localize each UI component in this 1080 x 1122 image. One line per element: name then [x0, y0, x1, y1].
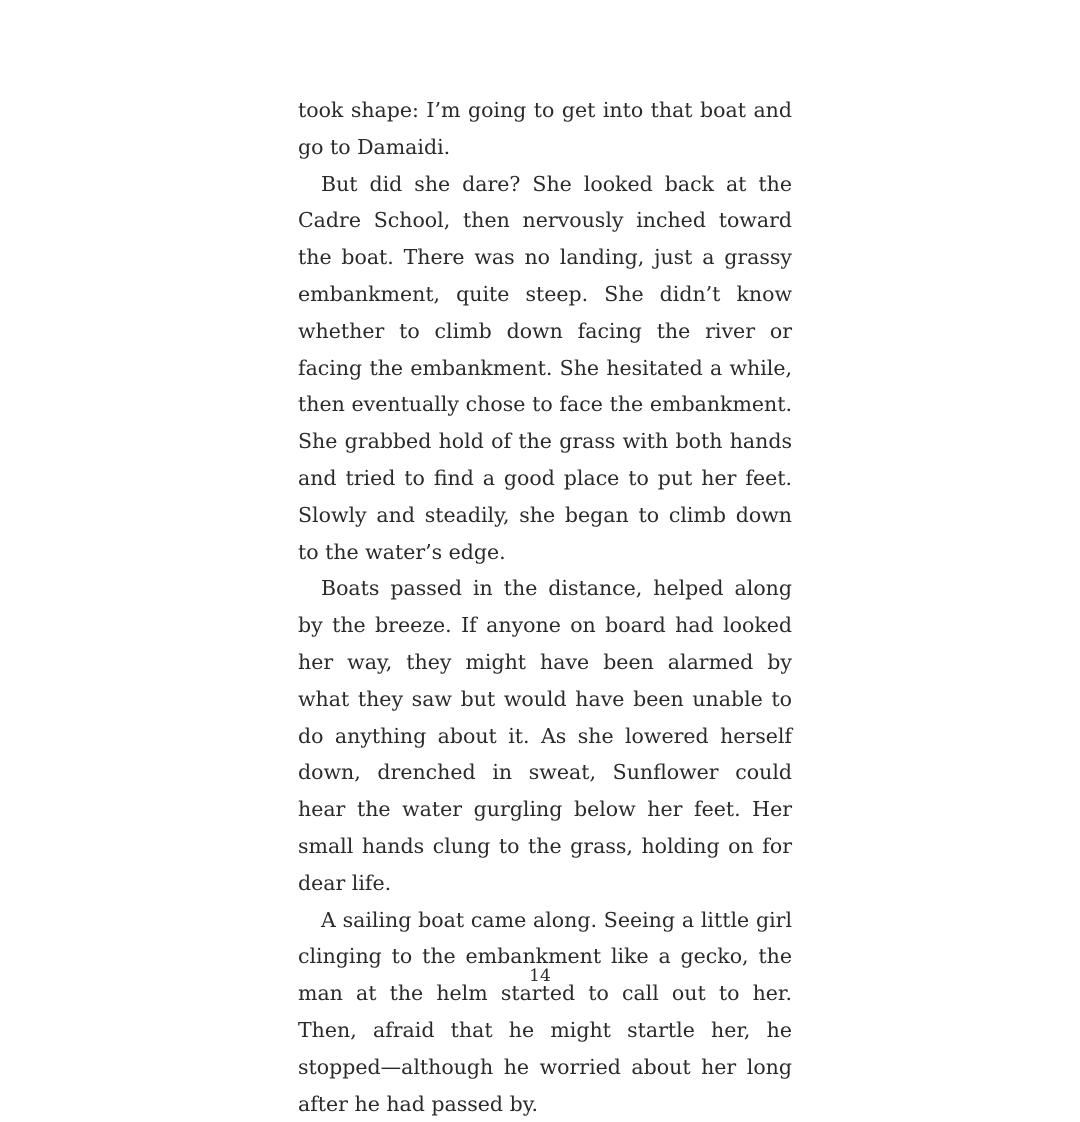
paragraph-1: took shape: I’m going to get into that boat and go to Damaidi. [298, 98, 792, 159]
paragraph-2: But did she dare? She looked back at the Cadre School, then nervously inched toward the boat. There was no landing, just a grassy embankment, quite steep. She didn’t know whether to climb down facing the river or facing the embankment. She hesitated a while, then eventually chose to face the embankment. She grabbed hold of the grass with both hands and tried to find a good place to put her feet. Slowly and steadily, she began to climb down to the water’s edge. [298, 171, 792, 564]
page-number: 14 [529, 966, 551, 986]
paragraph-3: Boats passed in the distance, helped along by the breeze. If anyone on board had looked her way, they might have been alarmed by what they saw but would have been unable to do anything about it. As she lowered herself down, drenched in sweat, Sunflower could hear the water gurgling below her feet. Her small hands clung to the grass, holding on for dear life. [298, 576, 792, 895]
paragraph-4: A sailing boat came along. Seeing a little girl clinging to the embankment like a gecko, the man at the helm started to call out to her. Then, afraid that he might startle her, he stopped—although he worried about her long after he had passed by. [298, 907, 792, 1116]
